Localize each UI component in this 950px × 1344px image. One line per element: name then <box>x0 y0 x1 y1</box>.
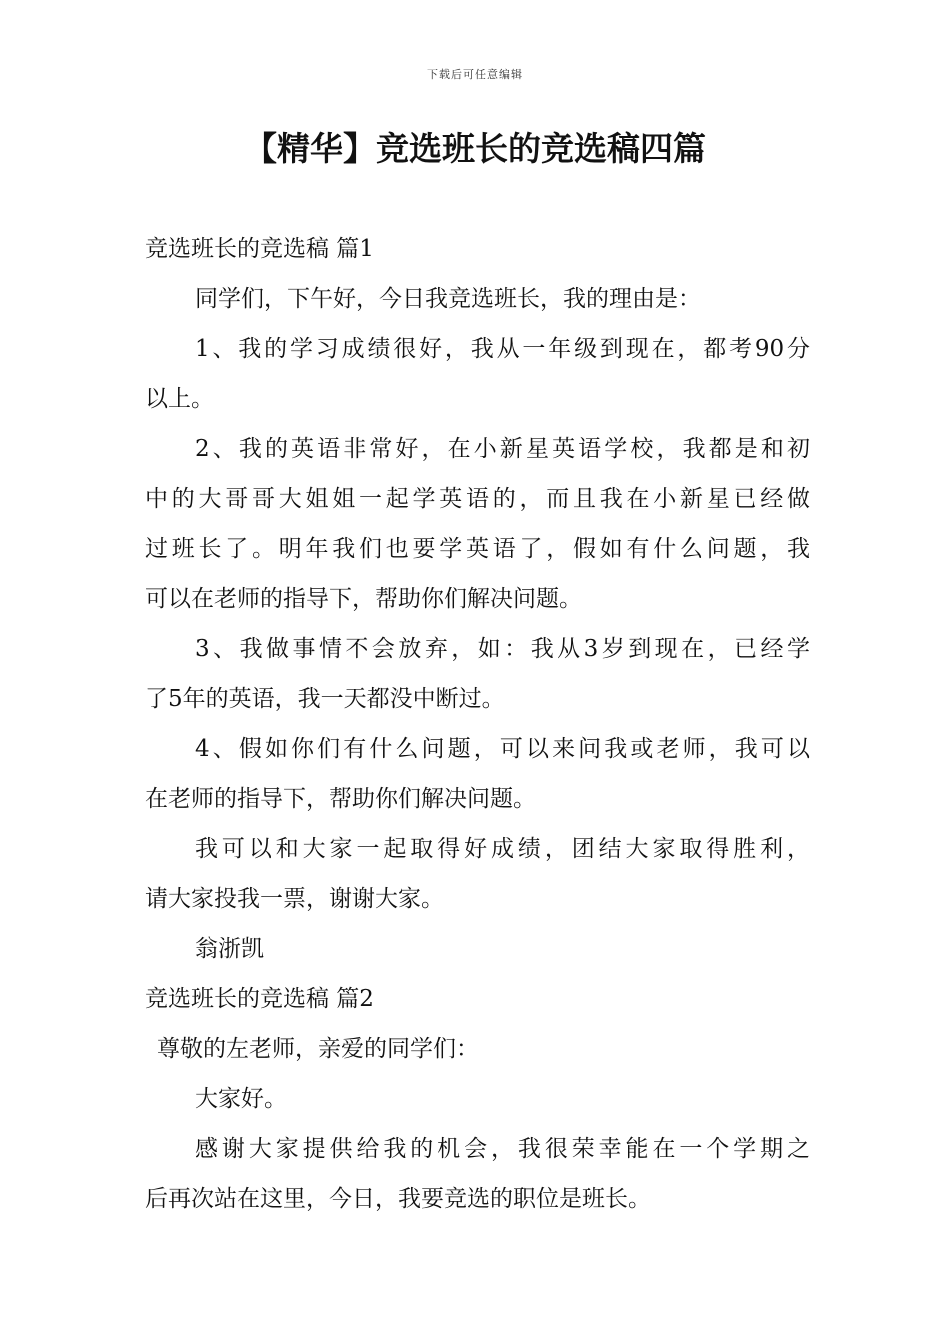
paragraph-line: 4、假如你们有什么问题，可以来问我或老师，我可以 <box>195 736 810 762</box>
document-body <box>145 224 810 1224</box>
section-heading-1: 竞选班长的竞选稿 篇1 <box>145 236 374 262</box>
header-note: 下载后可任意编辑 <box>427 68 523 81</box>
paragraph-line: 以上。 <box>145 386 214 412</box>
author-signature: 翁浙凯 <box>195 936 264 962</box>
paragraph-line: 过班长了。明年我们也要学英语了，假如有什么问题，我 <box>145 536 810 562</box>
paragraph-line: 了5年的英语，我一天都没中断过。 <box>145 686 505 712</box>
paragraph-line: 大家好。 <box>195 1086 287 1112</box>
paragraph-line: 感谢大家提供给我的机会，我很荣幸能在一个学期之 <box>195 1136 810 1162</box>
paragraph-line: 中的大哥哥大姐姐一起学英语的，而且我在小新星已经做 <box>145 486 810 512</box>
paragraph-line: 1、我的学习成绩很好，我从一年级到现在，都考90分 <box>195 336 810 362</box>
paragraph-line: 请大家投我一票，谢谢大家。 <box>145 886 444 912</box>
document-title: 【精华】竞选班长的竞选稿四篇 <box>244 129 706 168</box>
section-heading-2: 竞选班长的竞选稿 篇2 <box>145 986 374 1012</box>
paragraph-line: 2、我的英语非常好，在小新星英语学校，我都是和初 <box>195 436 810 462</box>
paragraph-line: 3、我做事情不会放弃，如：我从3岁到现在，已经学 <box>195 636 810 662</box>
paragraph-line: 可以在老师的指导下，帮助你们解决问题。 <box>145 586 582 612</box>
paragraph-line: 同学们，下午好，今日我竞选班长，我的理由是： <box>195 286 701 312</box>
salutation: 尊敬的左老师，亲爱的同学们： <box>157 1036 479 1062</box>
paragraph-line: 我可以和大家一起取得好成绩，团结大家取得胜利， <box>195 836 810 862</box>
paragraph-line: 在老师的指导下，帮助你们解决问题。 <box>145 786 536 812</box>
paragraph-line: 后再次站在这里，今日，我要竞选的职位是班长。 <box>145 1186 651 1212</box>
